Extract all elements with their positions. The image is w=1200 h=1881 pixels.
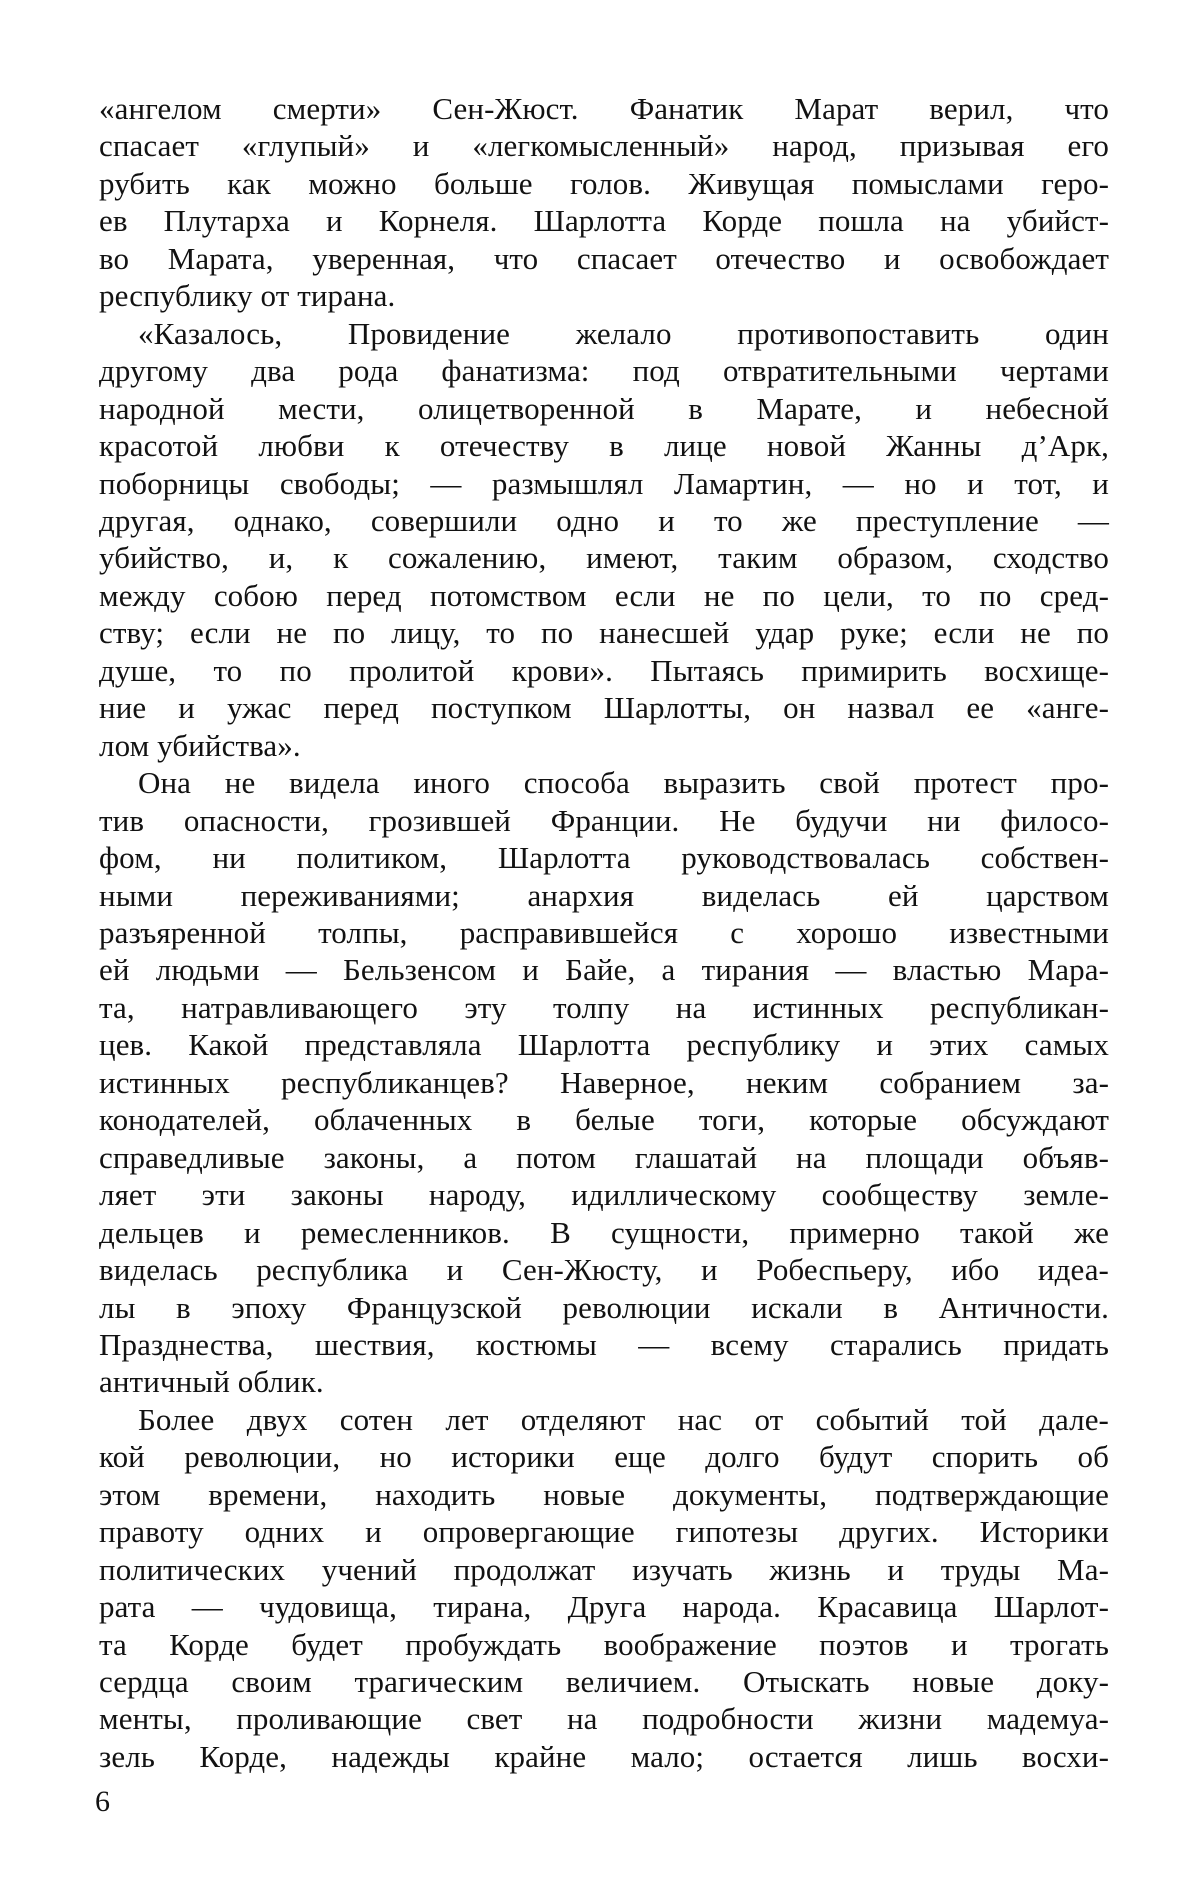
text-line: ев Плутарха и Корнеля. Шарлотта Корде пошла на убийст- — [99, 203, 1109, 239]
text-line: дельцев и ремесленников. В сущности, примерно такой же — [99, 1214, 1109, 1250]
text-line: цев. Какой представляла Шарлотта республику и этих самых — [99, 1027, 1109, 1063]
text-block — [99, 90, 1109, 1775]
text-line: республику от тирана. — [99, 278, 396, 314]
text-line: ей людьми — Бельзенсом и Байе, а тирания — властью Мара- — [99, 952, 1109, 988]
text-line: во Марата, уверенная, что спасает отечество и освобождает — [99, 240, 1109, 276]
text-line: другому два рода фанатизма: под отвратительными чертами — [99, 353, 1109, 389]
text-line: «ангелом смерти» Сен-Жюст. Фанатик Марат верил, что — [99, 91, 1109, 126]
text-line: красотой любви к отечеству в лице новой Жанны д’Арк, — [99, 428, 1109, 464]
text-line: ние и ужас перед поступком Шарлотты, он назвал ее «анге- — [99, 690, 1109, 726]
text-line: между собою перед потомством если не по цели, то по сред- — [99, 577, 1109, 613]
text-line: рубить как можно больше голов. Живущая помыслами геро- — [99, 165, 1109, 201]
text-line: лом убийства». — [99, 727, 301, 763]
text-line: «Казалось, Провидение желало противопоставить один — [138, 315, 1109, 351]
text-line: зель Корде, надежды крайне мало; остается лишь восхи- — [99, 1738, 1109, 1774]
text-line: ству; если не по лицу, то по нанесшей удар руке; если не по — [99, 615, 1109, 651]
page-number: 6 — [95, 1785, 110, 1818]
text-line: кой революции, но историки еще долго будут спорить об — [99, 1439, 1109, 1475]
text-line: справедливые законы, а потом глашатай на площади объяв- — [99, 1139, 1109, 1175]
text-line: Празднества, шествия, костюмы — всему старались придать — [99, 1326, 1109, 1362]
text-line: правоту одних и опровергающие гипотезы других. Историки — [99, 1514, 1109, 1550]
text-line: другая, однако, совершили одно и то же преступление — — [99, 502, 1109, 538]
text-line: спасает «глупый» и «легкомысленный» народ, призывая его — [99, 128, 1109, 164]
text-line: истинных республиканцев? Наверное, неким собранием за- — [99, 1064, 1109, 1100]
text-line: этом времени, находить новые документы, подтверждающие — [99, 1476, 1109, 1512]
text-line: разъяренной толпы, расправившейся с хорошо известными — [99, 914, 1109, 950]
text-line: сердца своим трагическим величием. Отыскать новые доку- — [99, 1664, 1109, 1700]
text-line: Она не видела иного способа выразить свой протест про- — [138, 765, 1109, 801]
text-line: рата — чудовища, тирана, Друга народа. Красавица Шарлот- — [99, 1589, 1109, 1625]
text-line: поборницы свободы; — размышлял Ламартин, — но и тот, и — [99, 465, 1109, 501]
text-line: ными переживаниями; анархия виделась ей царством — [99, 877, 1109, 913]
text-line: политических учений продолжат изучать жизнь и труды Ма- — [99, 1551, 1109, 1587]
text-line: Более двух сотен лет отделяют нас от событий той дале- — [138, 1401, 1109, 1437]
text-line: душе, то по пролитой крови». Пытаясь примирить восхище- — [99, 652, 1109, 688]
text-line: фом, ни политиком, Шарлотта руководствовалась собствен- — [99, 840, 1109, 876]
paragraph — [99, 764, 1109, 1401]
paragraph — [99, 315, 1109, 764]
text-line: ляет эти законы народу, идиллическому сообществу земле- — [99, 1177, 1109, 1213]
text-line: конодателей, облаченных в белые тоги, которые обсуждают — [99, 1102, 1109, 1138]
paragraph — [99, 1401, 1109, 1776]
text-line: менты, проливающие свет на подробности жизни мадемуа- — [99, 1701, 1109, 1737]
text-line: виделась республика и Сен-Жюсту, и Робеспьеру, ибо идеа- — [99, 1252, 1109, 1288]
text-line: античный облик. — [99, 1364, 324, 1400]
text-line: народной мести, олицетворенной в Марате, и небесной — [99, 390, 1109, 426]
text-line: убийство, и, к сожалению, имеют, таким образом, сходство — [99, 540, 1109, 576]
text-line: та Корде будет пробуждать воображение поэтов и трогать — [99, 1626, 1109, 1662]
paragraph — [99, 90, 1109, 315]
text-line: тив опасности, грозившей Франции. Не будучи ни филосо- — [99, 802, 1109, 838]
text-line: та, натравливающего эту толпу на истинных республикан- — [99, 989, 1109, 1025]
text-line: лы в эпоху Французской революции искали в Античности. — [99, 1289, 1109, 1325]
